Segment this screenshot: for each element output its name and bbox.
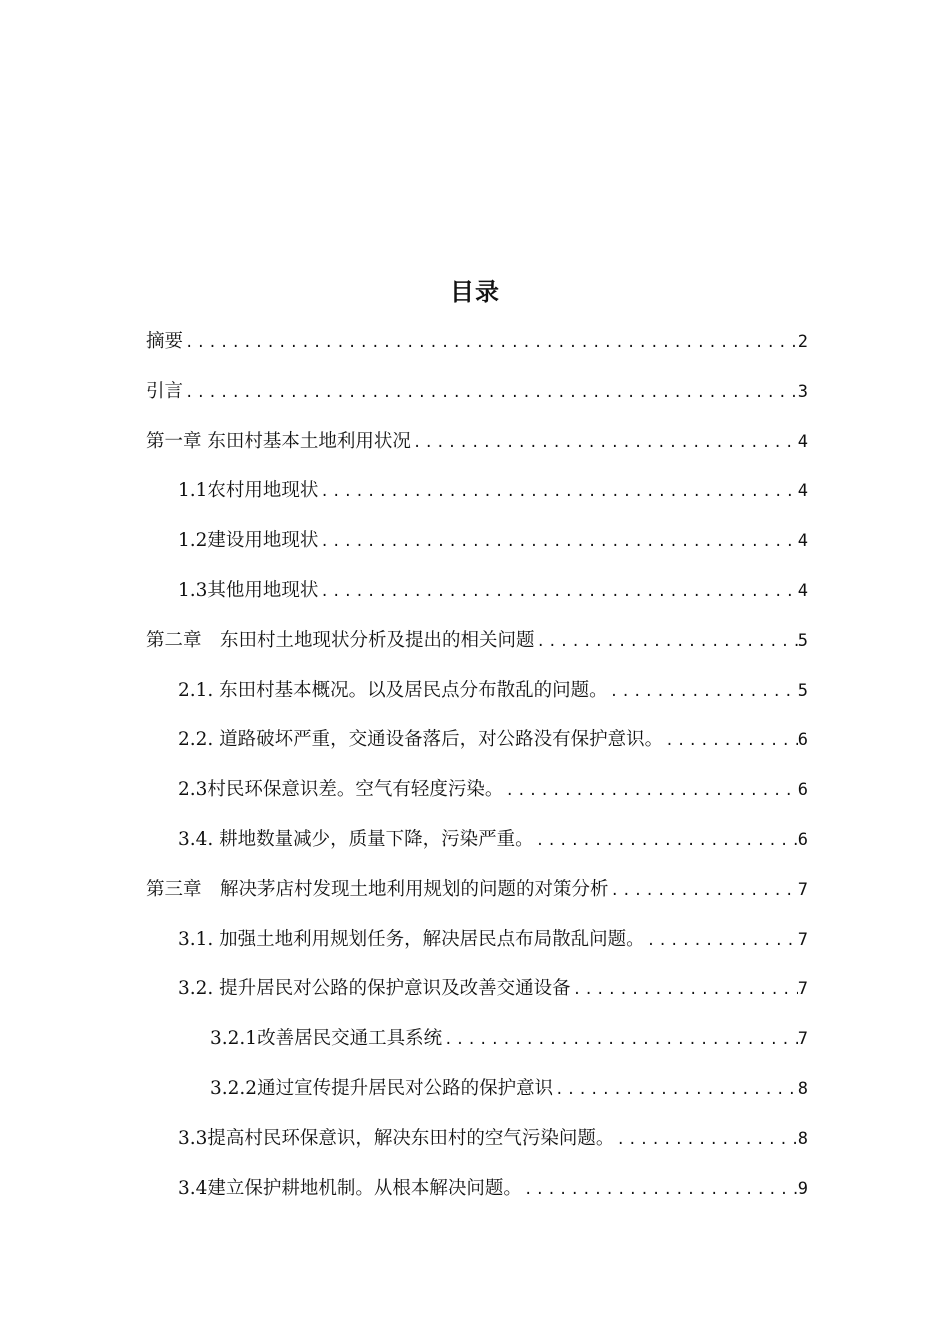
toc-entry[interactable] [146,571,808,621]
toc-dot-leader [318,472,797,512]
page-title: 目录 [450,278,500,306]
toc-page-number: 6 [797,829,808,850]
toc-entry[interactable] [146,920,808,970]
toc-dot-leader [183,323,798,363]
toc-dot-leader [535,622,798,662]
toc-dot-leader [553,1070,798,1110]
toc-page-number: 7 [797,1029,808,1050]
toc-entry[interactable] [146,322,808,372]
toc-page-number: 7 [797,979,808,1000]
toc-entry[interactable] [146,820,808,870]
toc-entry[interactable] [146,1169,808,1219]
toc-dot-leader [663,721,798,761]
toc-page-number: 4 [797,580,808,601]
toc-entry-title: 1.2建设用地现状 [178,530,319,552]
toc-page-number: 9 [797,1178,808,1199]
toc-entry-title: 3.2.2通过宣传提升居民对公路的保护意识 [210,1077,554,1099]
toc-page-number: 4 [797,531,808,552]
toc-entry-title: 第三章 解决茅店村发现土地利用规划的问题的对策分析 [146,878,609,900]
toc-entry[interactable] [146,969,808,1019]
toc-page-number: 8 [797,1078,808,1099]
toc-dot-leader [608,672,798,712]
toc-dot-leader [614,1120,797,1160]
toc-page-number: 5 [797,680,808,701]
toc-entry-title: 3.3提高村民环保意识，解决东田村的空气污染问题。 [178,1127,615,1149]
toc-page-number: 4 [797,481,808,502]
toc-page-number: 2 [797,332,808,352]
toc-entry-title: 第二章 东田村土地现状分析及提出的相关问题 [146,629,535,651]
toc-page-number: 3 [797,381,808,402]
toc-dot-leader [411,423,798,463]
toc-dot-leader [609,871,798,911]
toc-entry-title: 摘要 [146,331,184,352]
toc-dot-leader [503,771,797,811]
toc-dot-leader [571,970,798,1010]
toc-entry[interactable] [146,422,808,472]
toc-page-number: 8 [797,1128,808,1149]
toc-entry[interactable] [146,1119,808,1169]
toc-entry-title: 3.2. 提升居民对公路的保护意识及改善交通设备 [178,978,571,1000]
toc-entry[interactable] [146,770,808,820]
toc-entry[interactable] [146,372,808,422]
toc-entry-title: 3.1. 加强土地利用规划任务，解决居民点布局散乱问题。 [178,928,645,950]
toc-entry-title: 1.3其他用地现状 [178,579,319,601]
toc-entry[interactable] [146,720,808,770]
toc-entry-title: 3.4. 耕地数量减少，质量下降，污染严重。 [178,828,534,850]
toc-entry-title: 3.2.1改善居民交通工具系统 [210,1028,443,1050]
toc-dot-leader [522,1170,798,1210]
toc-dot-leader [183,373,798,413]
toc-entry-title: 第一章 东田村基本土地利用状况 [146,430,411,452]
toc-dot-leader [534,821,798,861]
table-of-contents [146,322,808,1218]
toc-entry[interactable] [146,471,808,521]
toc-dot-leader [318,522,797,562]
toc-dot-leader [645,921,798,961]
toc-entry[interactable] [146,1019,808,1069]
toc-page-number: 7 [797,929,808,950]
toc-page-number: 7 [797,879,808,900]
toc-entry[interactable] [146,621,808,671]
toc-entry[interactable] [146,521,808,571]
toc-page-number: 6 [797,730,808,751]
toc-entry-title: 3.4建立保护耕地机制。从根本解决问题。 [178,1177,522,1199]
toc-dot-leader [442,1020,798,1060]
toc-entry-title: 2.3村民环保意识差。空气有轻度污染。 [178,779,504,801]
toc-entry[interactable] [146,870,808,920]
toc-dot-leader [318,572,797,612]
toc-entry-title: 2.1. 东田村基本概况。以及居民点分布散乱的问题。 [178,679,608,701]
toc-entry[interactable] [146,671,808,721]
toc-entry-title: 2.2. 道路破坏严重，交通设备落后，对公路没有保护意识。 [178,729,664,751]
toc-page-number: 5 [797,630,808,651]
toc-entry[interactable] [146,1069,808,1119]
toc-page-number: 6 [797,780,808,801]
toc-entry-title: 引言 [146,380,184,402]
toc-page-number: 4 [797,431,808,452]
toc-entry-title: 1.1农村用地现状 [178,480,319,502]
